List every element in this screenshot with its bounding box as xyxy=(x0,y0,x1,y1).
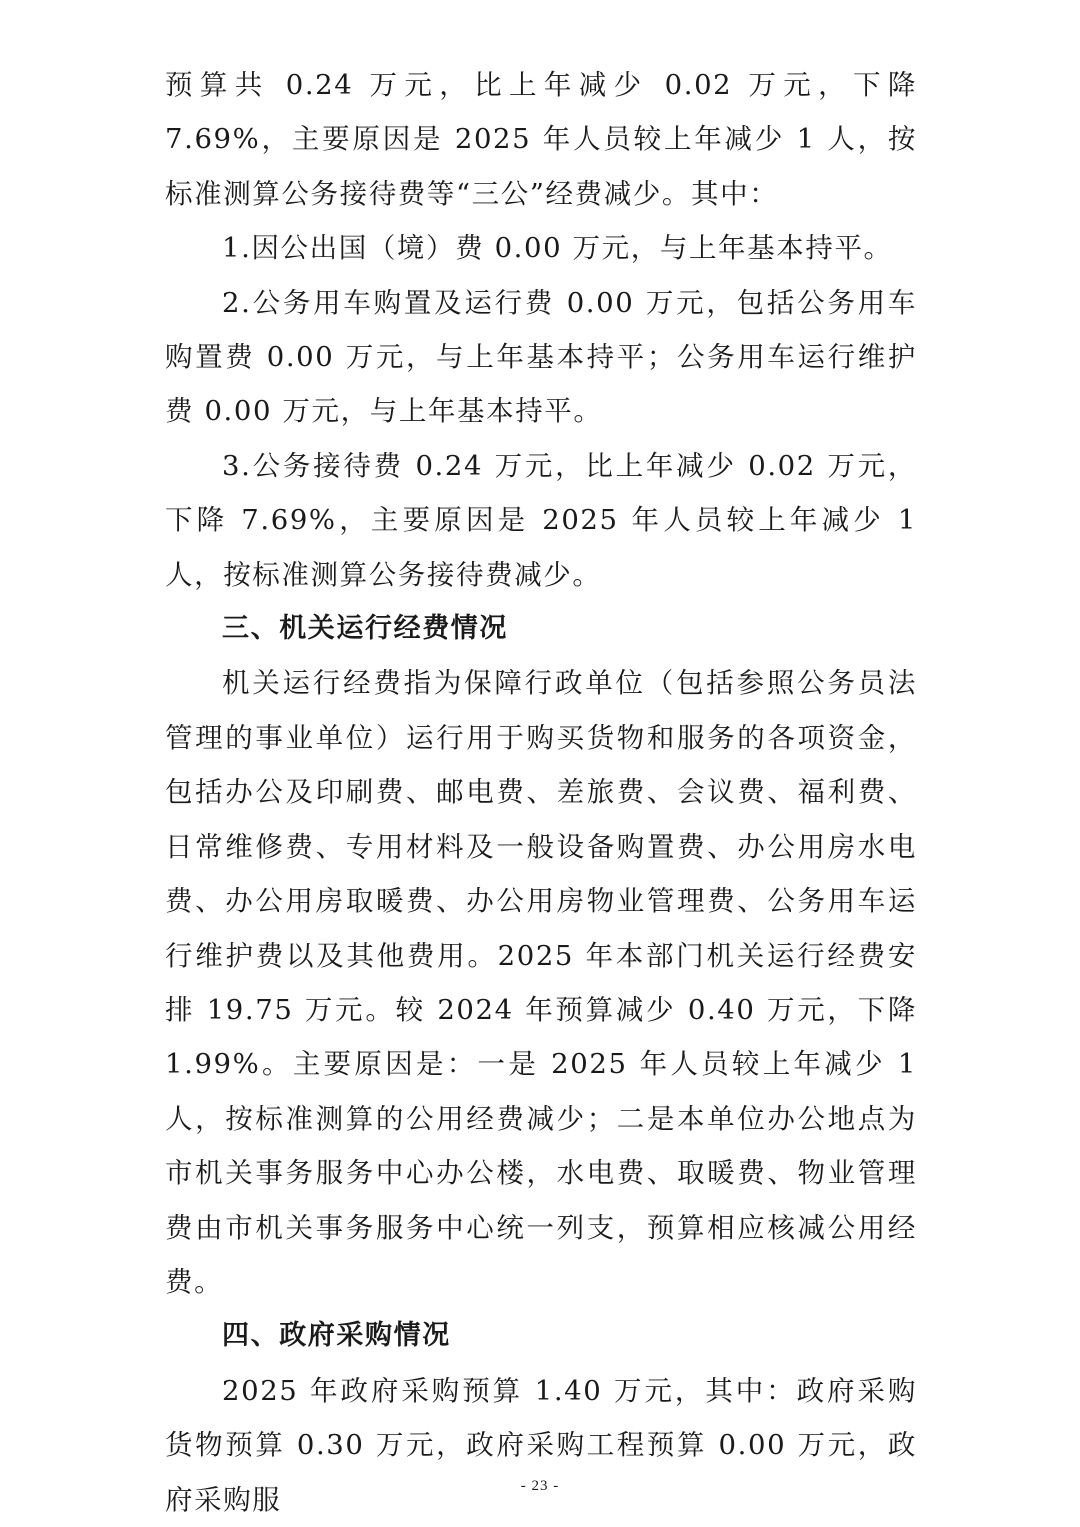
document-page xyxy=(165,58,917,1527)
section-heading-procurement: 四、政府采购情况 xyxy=(222,1320,451,1352)
paragraph-overseas-travel: 1.因公出国（境）费 0.00 万元，与上年基本持平。 xyxy=(222,232,893,265)
paragraph-reception-costs: 3.公务接待费 0.24 万元，比上年减少 0.02 万元，下降 7.69%，主要原因是 2025 年人员较上年减少 1 人，按标准测算公务接待费减少。 xyxy=(165,449,917,591)
paragraph-three-public-summary: 预算共 0.24 万元，比上年减少 0.02 万元，下降 7.69%，主要原因是 2025 年人员较上年减少 1 人，按标准测算公务接待费等“三公”经费减少。其中： xyxy=(165,69,917,210)
paragraph-operating-costs: 机关运行经费指为保障行政单位（包括参照公务员法管理的事业单位）运行用于购买货物和服务的各项资金，包括办公及印刷费、邮电费、差旅费、会议费、福利费、日常维修费、专用材料及一般设备购置费、办公用房水电费、办公用房取暖费、办公用房物业管理费、公务用车运行维护费以及其他费用。2025 年本部门机关运行经费安排 19.75 万元。较 2024 年预算减少 0.40 万元，下降 1.99%。主要原因是：一是 2025 年人员较上年减少 1 人，按标准测算的公用经费减少；二是本单位办公地点为市机关事务服务中心办公楼，水电费、取暖费、物业管理费由市机关事务服务中心统一列支，预算相应核减公用经费。 xyxy=(165,667,917,1298)
section-heading-operating-costs: 三、机关运行经费情况 xyxy=(222,613,508,645)
paragraph-vehicle-costs: 2.公务用车购置及运行费 0.00 万元，包括公务用车购置费 0.00 万元，与上年基本持平；公务用车运行维护费 0.00 万元，与上年基本持平。 xyxy=(165,286,917,428)
page-number: - 23 - xyxy=(520,1478,560,1494)
paragraph-procurement: 2025 年政府采购预算 1.40 万元，其中：政府采购货物预算 0.30 万元，政府采购工程预算 0.00 万元，政府采购服 xyxy=(165,1374,917,1516)
